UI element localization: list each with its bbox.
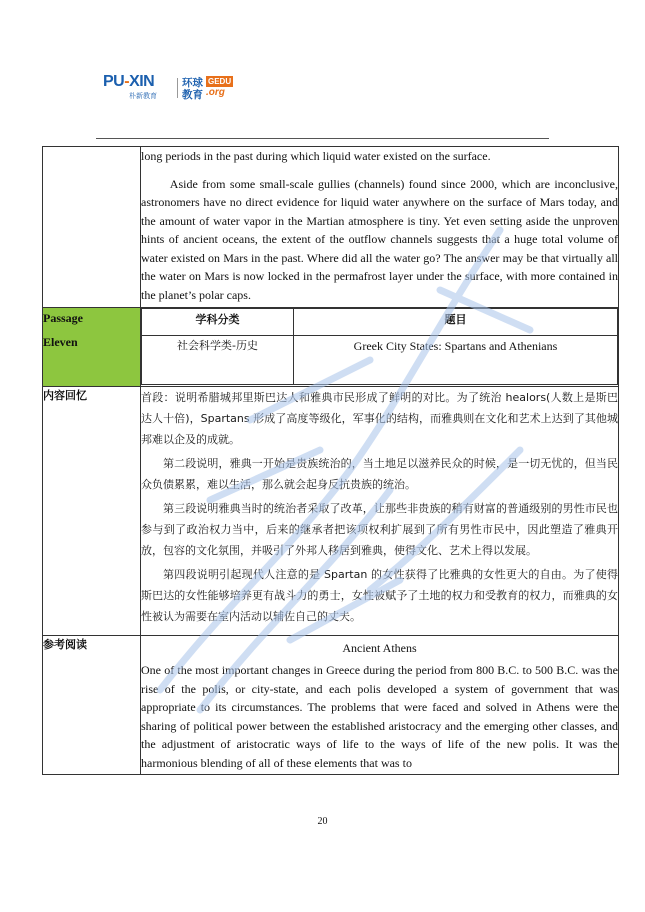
- content-table: [42, 146, 619, 775]
- paragraph: Aside from some small-scale gullies (channels) found since 2000, which are inconclusive, astronomers have no direct evidence for liquid water anywhere on the surface of Mars today, and the amount of water vapor in the Martian atmosphere is tiny. Yet even setting aside the unproven hints of ancient oceans, the extent of the outflow channels suggests that a huge total volume of water existed on Mars in the past. Where did all the water go? The answer may be that virtually all the water on Mars is now locked in the permafrost layer under the surface, with more contained in the planet’s polar caps.: [141, 176, 618, 302]
- reference-reading-label: 参考阅读: [43, 636, 141, 775]
- table-row: [43, 147, 619, 308]
- table-row: [43, 387, 619, 636]
- paragraph: long periods in the past during which liquid water existed on the surface.: [141, 149, 491, 163]
- paragraph: 第二段说明，雅典一开始是贵族统治的，当土地足以滋养民众的时候，是一切无忧的，但当民众负债累累，难以生活，那么就会起身反抗贵族的统治。: [141, 457, 618, 491]
- passage-info-table: [141, 308, 618, 385]
- category-value: 社会科学类-历史: [142, 336, 294, 385]
- paragraph: 首段：说明希腊城邦里斯巴达人和雅典市民形成了鲜明的对比。为了统治 healors(人数上是斯巴达人十倍)，Spartans 形成了高度等级化，军事化的结构，而雅典则在文化和艺术上达到了其他城邦难以企及的成就。: [141, 391, 618, 446]
- gedu-logo: 环球 教育 GEDU .org: [182, 77, 232, 101]
- header-rule: [96, 138, 549, 139]
- paragraph: 第四段说明引起现代人注意的是 Spartan 的女性获得了比雅典的女性更大的自由。为了使得斯巴达的女性能够培养更有战斗力的勇士，女性被赋予了土地的权力和受教育的权力，而雅典的女性被认为需要在室内活动以辅佐自己的丈夫。: [141, 568, 618, 623]
- title-header: 题目: [294, 309, 618, 336]
- logo-divider: [177, 78, 178, 98]
- page-number: 20: [317, 816, 328, 827]
- content-recall-label: 内容回忆: [43, 387, 141, 636]
- table-row: [43, 308, 619, 387]
- header-logo: [103, 73, 244, 101]
- passage-label: Passage Eleven: [43, 308, 141, 387]
- paragraph: 第三段说明雅典当时的统治者采取了改革，让那些非贵族的稍有财富的普通级别的男性市民也参与到了政治权力当中，后来的继承者把该项权利扩展到了所有男性市民中，因此塑造了雅典开放，包容的文化氛围，并吸引了外邦人移居到雅典，使得文化、艺术上得以发展。: [141, 502, 618, 557]
- paragraph: One of the most important changes in Greece during the period from 800 B.C. to 500 B.C. was the rise of the polis, or city-state, and each polis developed a system of government that was appropriate to its circumstances. The problems that were faced and solved in Athens were the sharing of political power between the established aristocracy and the emerging other classes, and the adjustment of aristocratic ways of life to the ways of life of the new polis. It was the harmonious blending of all of these elements that was to: [141, 663, 618, 770]
- table-row: [43, 636, 619, 775]
- category-header: 学科分类: [142, 309, 294, 336]
- puxin-logo: PU-XIN 朴新教育: [103, 73, 157, 100]
- reading-title: Ancient Athens: [342, 641, 417, 655]
- puxin-logo-subtitle: 朴新教育: [129, 92, 157, 100]
- title-value: Greek City States: Spartans and Athenians: [294, 336, 618, 385]
